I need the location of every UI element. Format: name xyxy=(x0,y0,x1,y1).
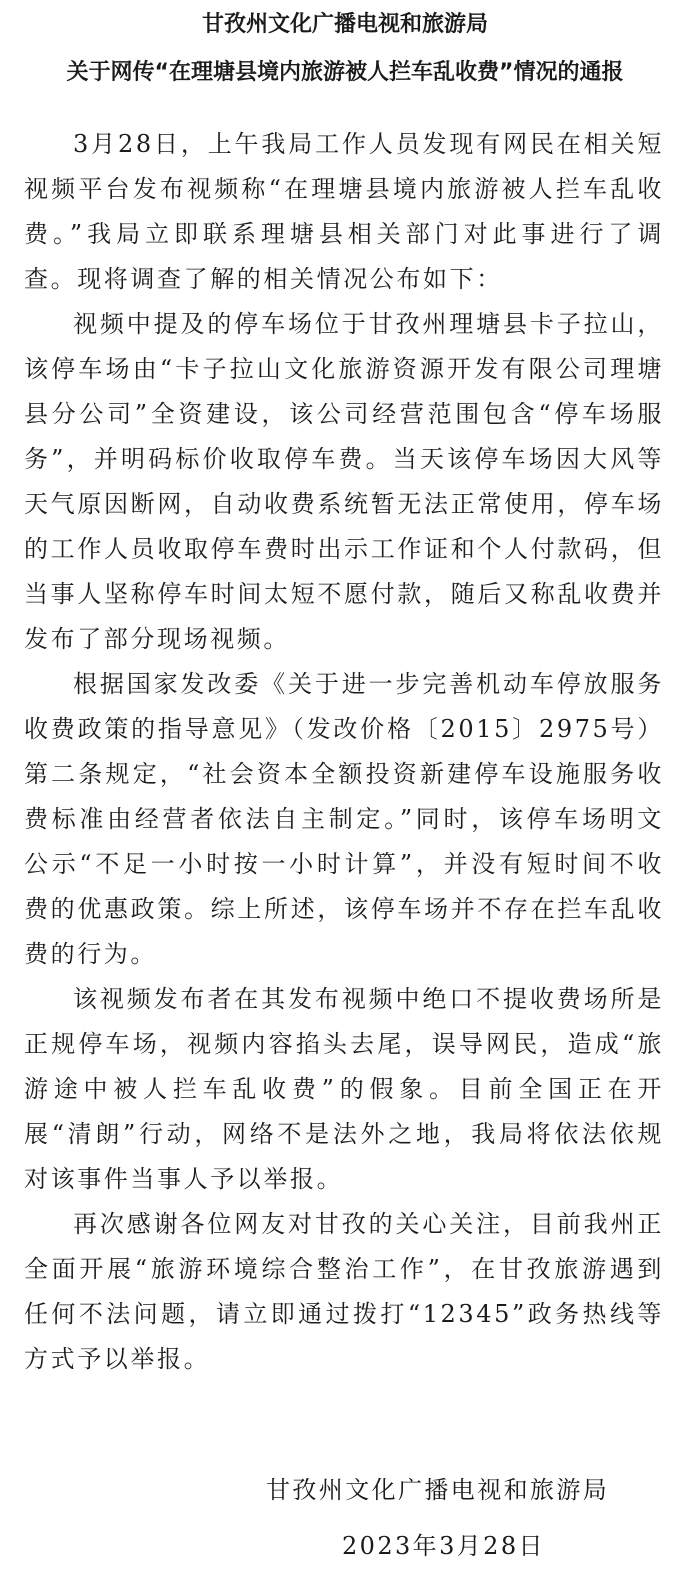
issuer-title: 甘孜州文化广播电视和旅游局 xyxy=(201,12,488,37)
paragraph-intro: 3月28日，上午我局工作人员发现有网民在相关短视频平台发布视频称“在理塘县境内旅游被人拦车乱收费。”我局立即联系理塘县相关部门对此事进行了调查。现将调查了解的相关情况公布如下： xyxy=(24,130,664,293)
signature-date: 2023年3月28日 xyxy=(342,1532,545,1560)
notice-body xyxy=(24,122,664,1382)
paragraph-policy: 根据国家发改委《关于进一步完善机动车停放服务收费政策的指导意见》（发改价格〔2015〕2975号）第二条规定，“社会资本全额投资新建停车设施服务收费标准由经营者依法自主制定。”同时，该停车场明文公示“不足一小时按一小时计算”，并没有短时间不收费的优惠政策。综上所述，该停车场并不存在拦车乱收费的行为。 xyxy=(24,670,664,968)
paragraph-publisher: 该视频发布者在其发布视频中绝口不提收费场所是正规停车场，视频内容掐头去尾，误导网民，造成“旅游途中被人拦车乱收费”的假象。目前全国正在开展“清朗”行动，网络不是法外之地，我局将依法依规对该事件当事人予以举报。 xyxy=(24,985,664,1193)
paragraph-parking-lot: 视频中提及的停车场位于甘孜州理塘县卡子拉山，该停车场由“卡子拉山文化旅游资源开发有限公司理塘县分公司”全资建设，该公司经营范围包含“停车场服务”，并明码标价收取停车费。当天该停车场因大风等天气原因断网，自动收费系统暂无法正常使用，停车场的工作人员收取停车费时出示工作证和个人付款码，但当事人坚称停车时间太短不愿付款，随后又称乱收费并发布了部分现场视频。 xyxy=(24,310,664,653)
signature-organization: 甘孜州文化广播电视和旅游局 xyxy=(266,1476,610,1504)
paragraph-thanks: 再次感谢各位网友对甘孜的关心关注，目前我州正全面开展“旅游环境综合整治工作”，在甘孜旅游遇到任何不法问题，请立即通过拨打“12345”政务热线等方式予以举报。 xyxy=(24,1210,664,1373)
notice-title: 关于网传“在理塘县境内旅游被人拦车乱收费”情况的通报 xyxy=(66,60,624,85)
